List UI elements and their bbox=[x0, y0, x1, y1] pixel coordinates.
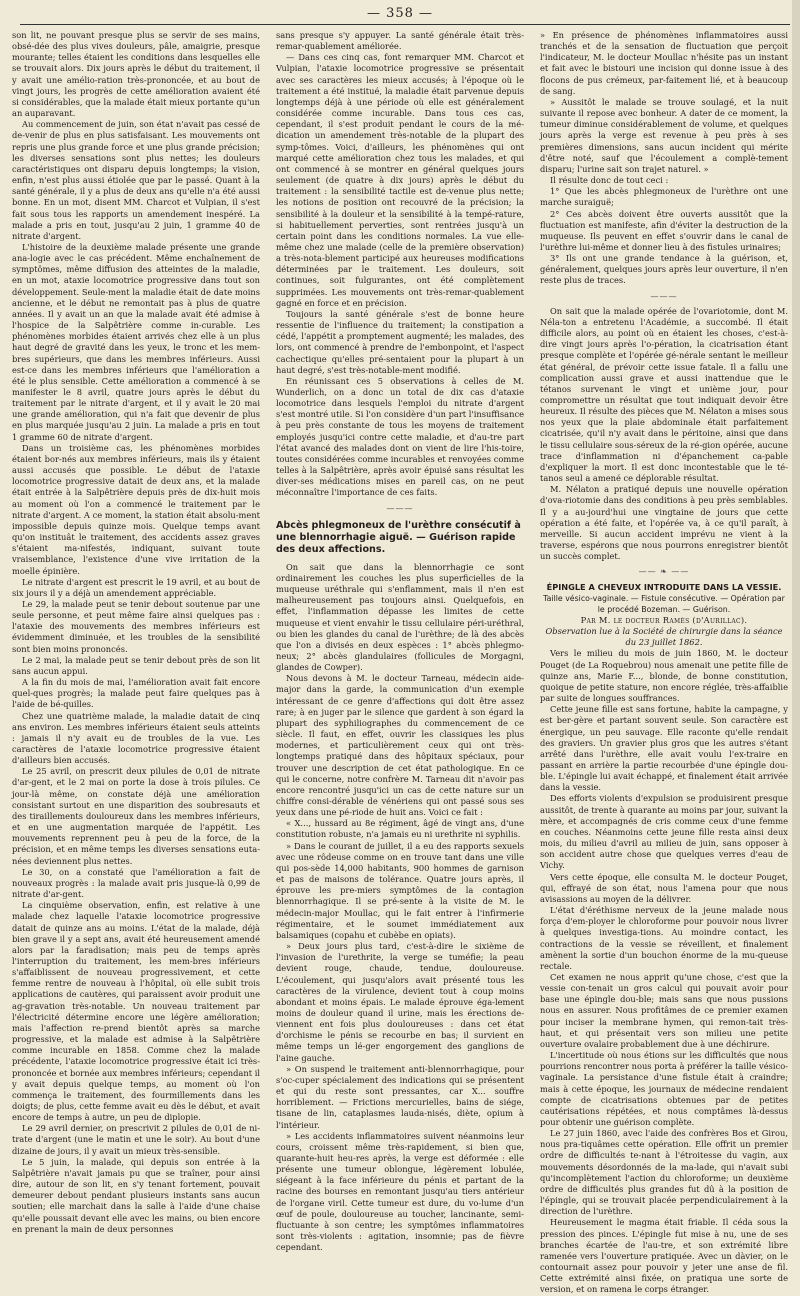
page-edge bbox=[792, 0, 800, 1150]
ornamental-rule: —— ❧ —— bbox=[638, 567, 690, 577]
paragraph: » Deux jours plus tard, c'est-à-dire le sixième de l'invasion de l'urethrite, la verge se tuméfie; la peau devient rouge, chaude, tendue, douloureuse. L'écoulement, qui jusqu'alors avait présenté tous les caractères de la virulence, devient tout à coup moins abondant et moins épais. Le malade éprouve éga-lement moins de douleur quand il urine, mais les érections de-viennent ent fois plus douloureuses : dans cet état d'orchisme le pénis se recourbe en bas; il survient en même temps un lé-ger engorgement des ganglions de l'aine gauche. bbox=[276, 941, 524, 1063]
paragraph: » Les accidents inflammatoires suivent néanmoins leur cours, croissent même très-rapidement, si bien que, quarante-huit heu-res après, la verge est déformée : elle présente une tumeur oblongue, légèrement lobulée, siégeant à la face inférieure du pénis et partant de la racine des bourses en remontant jusqu'au tiers antérieur de l'organe viril. Cette tumeur est dure, du vo-lume d'un œuf de poule, douloureuse au toucher, lancinante, semi-fluctuante à son centre; les symptômes inflammatoires sont très-violents : agitation, insomnie; pas de fièvre cependant. bbox=[276, 1130, 524, 1253]
paragraph: Chez une quatrième malade, la maladie datait de cinq ans environ. Les membres inférieurs étaient seuls atteints : jamais il n'y avait eu de troubles de la vue. Les caractères de l'ataxie locomotrice progressive étaient d'ailleurs bien accusés. bbox=[12, 710, 260, 766]
paragraph: Le 5 juin, la malade, qui depuis son entrée à la Salpêtrière n'avait jamais pu que se traîner, pour ainsi dire, autour de son lit, en s'y tenant fortement, pouvait demeurer debout pendant plusieurs instants sans aucun soutien; elle marchait dans la salle à l'aide d'une chaise qu'elle poussait devant elle avec les mains, ou bien encore en prenant la main de deux personnes bbox=[12, 1156, 260, 1234]
paragraph: 3° Ils ont une grande tendance à la guérison, et, généralement, quelques jours après leur ouverture, il n'en reste plus de traces. bbox=[540, 253, 788, 286]
paragraph: Des efforts violents d'expulsion se produisirent presque aussitôt, de trente à quarante au moins par jour, suivant la mère, et accompagnés de cris comme ceux d'une femme en couches. Néanmoins cette jeune fille resta ainsi deux mois, du milieu d'avril au milieu de juin, sans opposer à son accident autre chose que quelques verres d'eau de Vichy. bbox=[540, 793, 788, 871]
section-separator: ——— bbox=[650, 291, 678, 301]
paragraph: Le 27 juin 1860, avec l'aide des confrères Bos et Girou, nous pra-tiquâmes cette opération. Elle offrit un premier ordre de difficultés te-nant à l'étroitesse du vagin, aux mouvements désordonnés de la ma-lade, qui n'avait subi qu'incomplètement l'action du chloroforme; un deuxième ordre de difficultés plus grandes fut dû à la position de l'épingle, qui se trouvait placée perpendiculairement à la direction de l'urèthre. bbox=[540, 1128, 788, 1217]
paragraph: 1° Que les abcès phlegmoneux de l'urèthre ont une marche suraiguë; bbox=[540, 186, 788, 208]
section-separator: ——— bbox=[386, 503, 414, 513]
paragraph: Le 29, la malade peut se tenir debout soutenue par une seule personne, et peut même faire ainsi quelques pas : l'ataxie des mouvements des membres inférieurs est évidemment diminuée, et les troubles de la sensibilité sont bien moins prononcés. bbox=[12, 598, 260, 654]
paragraph: Vers cette époque, elle consulta M. le docteur Pouget, qui, effrayé de son état, nous l'amena pour que nous avisassions au moyen de la délivrer. bbox=[540, 871, 788, 904]
paragraph: Le 25 avril, on prescrit deux pilules de 0,01 de nitrate d'ar-gent, et le 2 mai on porte la dose à trois pilules. Ce jour-là même, on constate déjà une amélioration consistant surtout en une disparition des soubresauts et des tiraillements douloureux dans les membres inférieurs, et en une augmentation marquée de l'appétit. Les mouvements reprennent peu à peu de la force, de la précision, et en même temps les diverses sensations euta-nées deviennent plus nettes. bbox=[12, 766, 260, 866]
paragraph: 2° Ces abcès doivent être ouverts aussitôt que la fluctuation est manifeste, afin d'éviter la destruction de la muqueuse. Ils peuvent en effet s'ouvrir dans le canal de l'urèthre lui-même et donner lieu à des fistules urinaires; bbox=[540, 208, 788, 252]
paragraph: » Dans le courant de juillet, il a eu des rapports sexuels avec une rôdeuse comme on en trouve tant dans une ville qui pos-sède 14,000 habitants, 900 hommes de garnison et pas de maisons de tolérance. Quatre jours après, il éprouve les pre-miers symptômes de la contagion blennorrhagique. Il se pré-sente à la visite de M. le médecin-major Moullac, qui le fait entrer à l'infirmerie régimentaire, et le soumet immédiatement aux balsamiques (copahu et cubèbe en opiats). bbox=[276, 840, 524, 940]
paragraph: M. Nélaton a pratiqué depuis une nouvelle opération d'ova-riotomie dans des conditions à peu près semblables. Il y a au-jourd'hui une vingtaine de jours que cette opération a été faite, et l'opérée va, à ce qu'il paraît, à merveille. Si aucun accident imprévu ne vient à la traverse, espérons que nous pourrons enregistrer bientôt un succès complet. bbox=[540, 484, 788, 562]
paragraph: La cinquième observation, enfin, est relative à une malade chez laquelle l'ataxie locomotrice progressive datait de quinze ans au moins. L'état de la malade, déjà bien grave il y a sept ans, avait été heureusement amendé alors par la faradisation; mais peu de temps après l'interruption du traitement, les mem-bres inférieurs s'affaiblissent de nouveau progressivement, et cette femme rentre de nouveau à l'hôpital, où elle subit trois applications de cautères, qui paraissent avoir produit une ag-gravation très-notable. Un nouveau traitement par l'électricité détermine encore une légère amélioration; mais l'affection re-prend bientôt après sa marche progressive, et la malade est admise à la Salpêtrière comme incurable en 1858. Comme chez la malade précédente, l'ataxie locomotrice progressive était ici très-prononcée et bornée aux membres inférieurs; cependant il y avait depuis quelque temps, au moment où l'on commença le traitement, des fourmillements dans les doigts; de plus, cette femme avait eu dès le début, et avait encore de temps à autre, un peu de diplopie. bbox=[12, 900, 260, 1123]
paragraph: Heureusement le magma était friable. Il céda sous la pression des pinces. L'épingle fut mise à nu, une de ses branches écartée de l'au-tre, et son extrémité libre ramenée vers l'ouverture pratiquée. Avec un dàvier, on le contournait assez pour pouvoir y jeter une anse de fil. Cette extrémité ainsi fixée, on pratiqua une sorte de version, et on ramena le corps étranger. bbox=[540, 1217, 788, 1295]
paragraph: » En présence de phénomènes inflammatoires aussi tranchés et de la sensation de fluctuation que perçoit l'indicateur, M. le docteur Moullac n'hésite pas un instant et fait avec le bistouri une incision qui donne issue à des flocons de pus crémeux, par-faitement lié, et à beaucoup de sang. bbox=[540, 30, 788, 96]
paragraph: « X..., hussard au 8e régiment, âgé de vingt ans, d'une constitution robuste, n'a jamais eu ni urethrite ni syphilis. bbox=[276, 818, 524, 840]
paragraph: Au commencement de juin, son état n'avait pas cessé de de-venir de plus en plus satisfaisant. Les mouvements ont repris une plus grande force et une plus grande précision; les diverses sensations sont plus nettes; les douleurs caractéristiques ont disparu depuis longtemps; la vision, enfin, n'est plus aussi étiolée que par le passé. Quant à la santé générale, il y a plus de deux ans qu'elle n'a été aussi bonne. En un mot, disent MM. Charcot et Vulpian, il s'est fait sous tous les rapports un amendement inespéré. La malade a pris en tout, jusqu'au 2 juin, 1 gramme 40 de nitrate d'argent. bbox=[12, 119, 260, 241]
paragraph: son lit, ne pouvant presque plus se servir de ses mains, obsé-dée des plus vives douleurs, pâle, amaigrie, presque mourante; telles étaient les conditions dans lesquelles elle se trouvait alors. Dix jours après le début du traitement, il y avait une amélio-ration très-prononcée, et au bout de vingt jours, les progrès de cette amélioration avaient été si considérables, que la malade était mieux portante qu'un an auparavant. bbox=[12, 30, 260, 119]
paragraph: Nous devons à M. le docteur Tarneau, médecin aide-major dans la garde, la communication d'un exemple intéressant de ce genre d'affections qui doit être assez rare; à en juger par le silence que gardent à son égard la plupart des syphiliographes du commencement de ce siècle. Il faut, en effet, ouvrir les classiques les plus modernes, et particulièrement ceux qui ont très-longtemps pratiqué dans des hôpitaux spéciaux, pour trouver une description de cet état pathologique. En ce qui le concerne, notre confrère M. Tarneau dit n'avoir pas encore rencontré jusqu'ici un cas de cette nature sur un chiffre consi-dérable de vénériens qui ont passé sous ses yeux dans une pé-riode de huit ans. Voici ce fait : bbox=[276, 673, 524, 818]
article-title: ÉPINGLE A CHEVEUX INTRODUITE DANS LA VESSIE. bbox=[546, 581, 782, 592]
paragraph: L'état d'éréthisme nerveux de la jeune malade nous força d'em-ployer le chloroforme pour pouvoir nous livrer à quelques investiga-tions. Au moindre contact, les contractions de la vessie se réveillent, et finalement amènent la sortie d'un bouchon énorme de la mu-queuse rectale. bbox=[540, 905, 788, 971]
paragraph: On sait que la malade opérée de l'ovariotomie, dont M. Néla-ton a entretenu l'Académie, a succombé. Il était difficile alors, au point où en étaient les choses, c'est-à-dire vingt jours après l'o-pération, la cicatrisation étant presque complète et l'opérée gé-nérale sentant le meilleur état général, de prévoir cette issue fatale. Il a fallu une complication aussi grave et aussi inattendue que le tétanos survenant le vingt et unième jour, pour compromettre un résultat que tout indiquait devoir être heureux. Il résulte des pièces que M. Nélaton a mises sous nos yeux que la plaie abdominale était parfaitement cicatrisée, qu'il n'y avait dans le péritoine, ainsi que dans le tissu cellulaire sous-séreux de la ré-gion opérée, aucune trace d'inflammation ni d'épanchement ca-pable d'expliquer la mort. Il est donc incontestable que le té-tanos seul a amené ce déplorable résultat. bbox=[540, 305, 788, 484]
article-note: Observation lue à la Société de chirurgie dans la séance du 23 juillet 1862. bbox=[545, 626, 783, 648]
article-heading: Abcès phlegmoneux de l'urèthre consécutif à une blennorrhagie aiguë. — Guérison rapide des deux affections. bbox=[276, 519, 521, 555]
paragraph: Dans un troisième cas, les phénomènes morbides étaient bor-nés aux membres inférieurs, mais ils y étaient aussi accusés que possible. Le début de l'ataxie locomotrice progressive datait de deux ans, et la malade était entrée à la Salpêtrière depuis près de dix-huit mois au moment où l'on a commencé le traitement par le nitrate d'argent. A ce moment, la station était absolu-ment impossible depuis quinze mois. Quelque temps avant qu'on instituât le traitement, des accidents assez graves s'étaient ma-nifestés, indiquant, suivant toute vraisemblance, l'existence d'une vive irritation de la moelle épinière. bbox=[12, 442, 260, 576]
paragraph: L'histoire de la deuxième malade présente une grande ana-logie avec le cas précédent. Même enchaînement de symptômes, même diffusion des atteintes de la maladie, en un mot, ataxie locomotrice progressive dans tout son développement. Seule-ment la maladie était de date moins ancienne, et le début ne remontait pas à plus de quatre années. Il y avait un an que la malade avait été admise à l'hospice de la Salpêtrière comme in-curable. Les phénomènes morbides étaient arrivés chez elle à un plus haut degré de gravité dans les yeux, le tronc et les mem-bres supérieurs, que dans les membres inférieurs. Aussi est-ce dans les membres inférieurs que l'amélioration a été le plus sensible. Cette amélioration a commencé à se manifester le 8 avril, quatre jours après le début du traitement par le nitrate d'argent, et il y avait le 20 mai une grande amélioration, qui n'a fait que devenir de plus en plus marquée jusqu'au 2 juin. La malade a pris en tout 1 gramme 60 de nitrate d'argent. bbox=[12, 241, 260, 442]
paragraph: sans presque s'y appuyer. La santé générale était très-remar-quablement améliorée. bbox=[276, 30, 524, 52]
paragraph: L'incertitude où nous étions sur les difficultés que nous pourrions rencontrer nous porta à préférer la taille vésico-vaginale. La persistance d'une fistule était à craindre; mais à cette époque, les journaux de médecine rendaient compte de cicatrisations obtenues par de petites cautérisations répétées, et nous comptâmes là-dessus pour obtenir une guérison complète. bbox=[540, 1050, 788, 1127]
paragraph: Cette jeune fille est sans fortune, habite la campagne, y est ber-gère et partant souvent seule. Son caractère est énergique, un peu sauvage. Elle raconte qu'elle rendait des graviers. Un gravier plus gros que les autres s'étant arrêté dans l'urèthre, elle avait voulu l'ex-traire en passant en arrière la partie recourbée d'une épingle dou-ble. L'épingle lui avait échappé, et finalement était arrivée dans la vessie. bbox=[540, 704, 788, 793]
article-subtitle: Taille vésico-vaginale. — Fistule consécutive. — Opération par le procédé Bozeman. — Guérison. bbox=[543, 593, 785, 614]
paragraph: » On suspend le traitement anti-blennorrhagique, pour s'oc-cuper spécialement des indications qui se présentent et qui du reste sont pressantes, car X... souffre horriblement. — Frictions mercurielles, bains de siége, tisane de lin, cataplasmes lauda-nisés, diète, opium à l'intérieur. bbox=[276, 1063, 524, 1130]
paragraph: » Aussitôt le malade se trouve soulagé, et la nuit suivante il repose avec bonheur. A dater de ce moment, la tumeur diminue considérablement de volume, et quelques jours après la verge est revenue à peu près à ses premières dimensions, sans aucun incident qui mérite d'être noté, sauf que l'écoulement a complè-tement disparu; l'urine sait son trajet naturel. » bbox=[540, 96, 788, 174]
paragraph: On sait que dans la blennorrhagie ce sont ordinairement les couches les plus superficielles de la muqueuse uréthrale qui s'enflamment, mais il n'en est malheureusement pas toujours ainsi. Quelquefois, en effet, l'inflammation dépasse les limites de cette muqueuse et vient envahir le tissu cellulaire péri-uréthral, ou bien les glandes du canal de l'urèthre; de là des abcès que l'on a divisés en deux espèces : 1° abcès phlegmo-neux; 2° abcès glandulaires (follicules de Morgagni, glandes de Cowper). bbox=[276, 561, 524, 673]
paragraph: Vers le milieu du mois de juin 1860, M. le docteur Pouget (de La Roquebrou) nous amenait une petite fille de quinze ans, Marie F..., blonde, de bonne constitution, quoique de petite stature, non encore réglée, très-affaiblie par suite de longues souffrances. bbox=[540, 648, 788, 704]
page-number: — 358 — bbox=[366, 6, 434, 21]
paragraph: A la fin du mois de mai, l'amélioration avait fait encore quel-ques progrès; la malade peut faire quelques pas à l'aide de bé-quilles. bbox=[12, 677, 260, 710]
column-3 bbox=[540, 30, 788, 1295]
column-2 bbox=[276, 30, 524, 1253]
paragraph: Il résulte donc de tout ceci : bbox=[550, 175, 669, 186]
paragraph: Le 2 mai, la malade peut se tenir debout près de son lit sans aucun appui. bbox=[12, 654, 260, 676]
paragraph: Toujours la santé générale s'est de bonne heure ressentie de l'influence du traitement; la constipation a cédé, l'appétit a promptement augmenté; les malades, des lors, ont commencé à prendre de l'embonpoint, et l'aspect cachectique qu'elles pré-sentaient pour la plupart à un haut degré, s'est très-notable-ment modifié. bbox=[276, 308, 524, 375]
column-1 bbox=[12, 30, 260, 1234]
paragraph: Le 29 avril dernier, on prescrivit 2 pilules de 0,01 de ni-trate d'argent (une le matin et une le soir). Au bout d'une dizaine de jours, il y avait un mieux très-sensible. bbox=[12, 1123, 260, 1156]
paragraph: En réunissant ces 5 observations à celles de M. Wunderlich, on a donc un total de dix cas d'ataxie locomotrice dans lesquels l'emploi du nitrate d'argent s'est montré utile. Si l'on considère d'un part l'insuffisance à peu près constante de tous les moyens de traitement employés jusqu'ici contre cette maladie, et d'au-tre part l'état avancé des malades dont on vient de lire l'his-toire, toutes considérées comme incurables et renvoyées comme telles à la Salpêtrière, après avoir épuisé sans résultat les diver-ses médications mises en pareil cas, on ne peut méconnaître l'importance de ces faits. bbox=[276, 375, 524, 498]
paragraph: Cet examen ne nous apprit qu'une chose, c'est que la vessie con-tenait un gros calcul qui pouvait avoir pour base une épingle dou-ble; mais sans que nous pussions nous en assurer. Nous profitâmes de ce premier examen pour inciser la membrane hymen, qui remon-tait très-haut, et qui présentait vers son milieu une petite ouverture ovalaire probablement due à une déchirure. bbox=[540, 971, 788, 1049]
paragraph: — Dans ces cinq cas, font remarquer MM. Charcot et Vulpian, l'ataxie locomotrice progressive se présentait avec ses caractères les mieux accusés; à l'époque où le traitement a été institué, la maladie était parvenue depuis longtemps déjà à une période où elle est généralement considérée comme incurable. Dans tous ces cas, cependant, il s'est produit pendant le cours de la mé-dication un amendement très-notable de la plupart des symp-tômes. Voici, d'ailleurs, les phénomènes qui ont marqué cette amélioration chez tous les malades, et qui ont commencé à se montrer en général quelques jours seulement (de quatre à dix jours) après le début du traitement : la sensibilité tactile est de-venue plus nette; les notions de position ont recouvré de la précision; la sensibilité à la douleur et la sensibilité à la tempé-rature, si habituellement perverties, sont rentrées jusqu'à un certain point dans les conditions normales. La vue elle-même chez une malade (celle de la première observation) a très-nota-blement participé aux heureuses modifications déterminées par le traitement. Les douleurs, soit continues, soit fulgurantes, ont été complètement supprimées. Les mouvements ont très-remar-quablement gagné en force et en précision. bbox=[276, 52, 524, 308]
header-rule bbox=[20, 24, 790, 25]
article-author: Par M. le docteur Ramès (d'Aurillac). bbox=[580, 614, 748, 625]
paragraph: Le nitrate d'argent est prescrit le 19 avril, et au bout de six jours il y a déjà un amendement appréciable. bbox=[12, 576, 260, 598]
paragraph: Le 30, on a constaté que l'amélioration a fait de nouveaux progrès : la malade avait pris jusque-là 0,99 de nitrate d'ar-gent. bbox=[12, 866, 260, 900]
